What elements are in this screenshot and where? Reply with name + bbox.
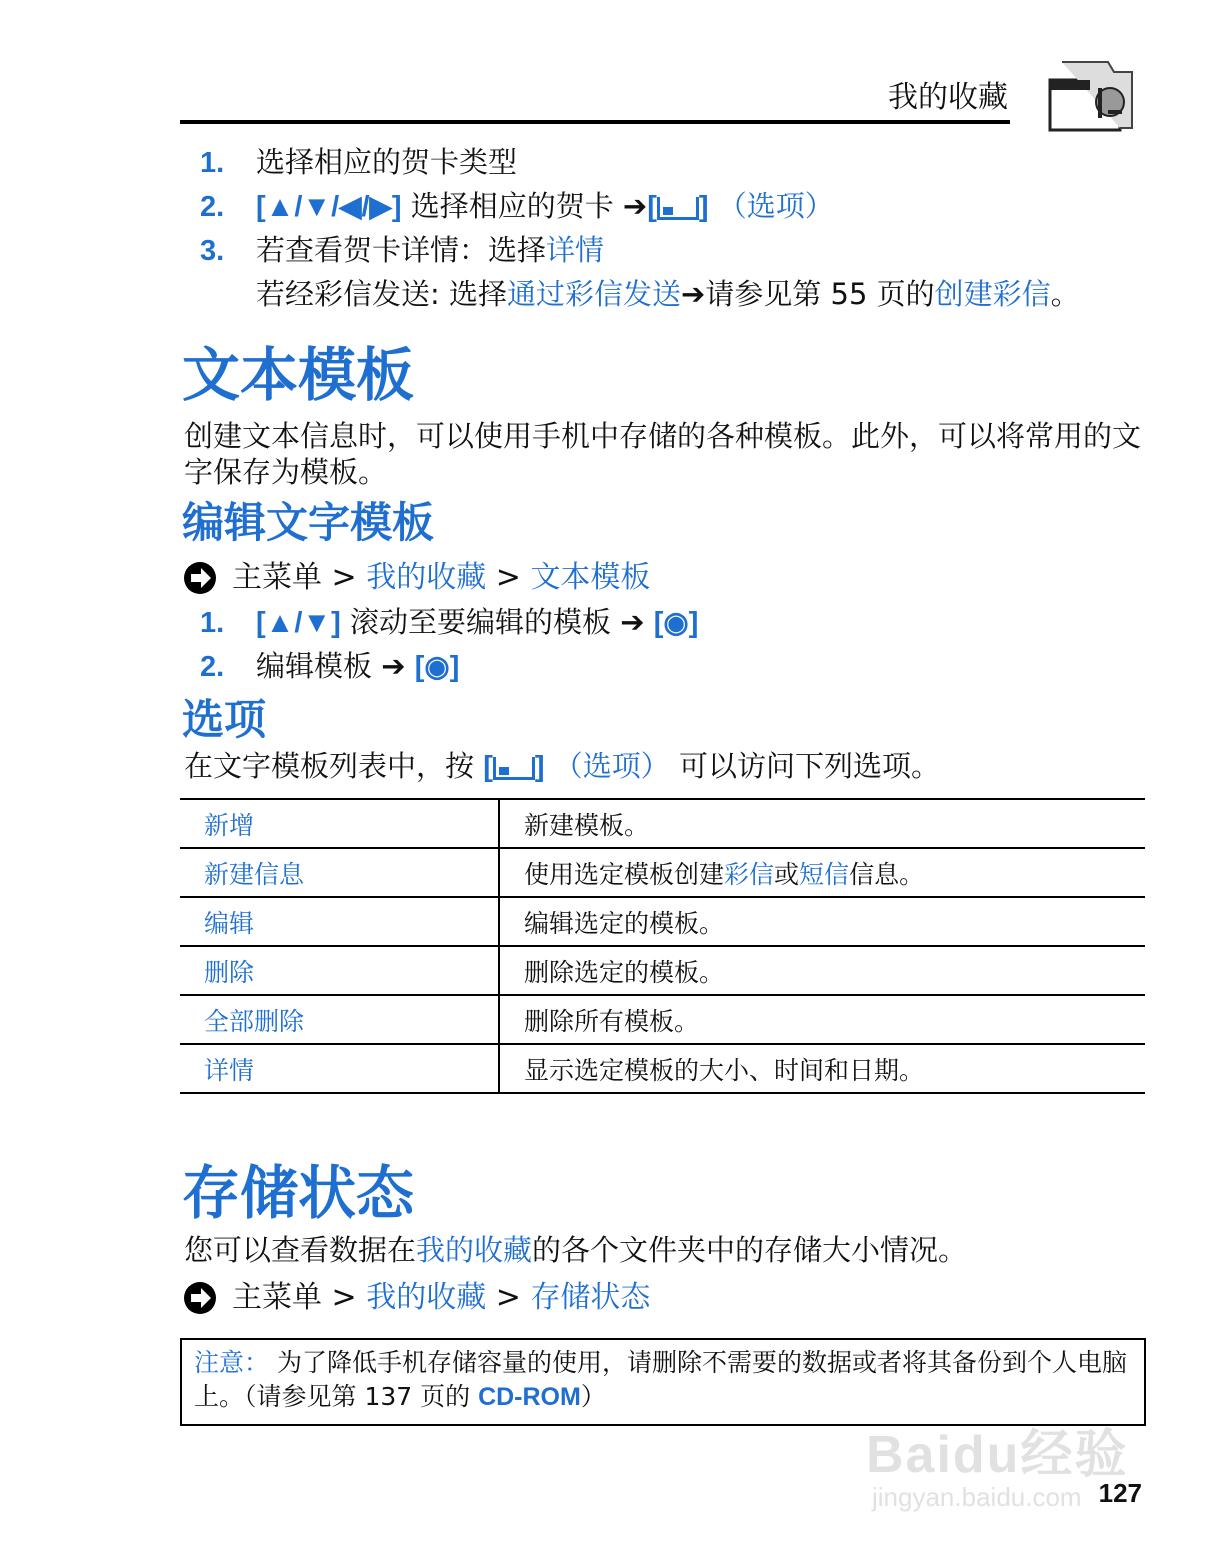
left-softkey-icon (657, 197, 699, 220)
step-number: 2. (200, 191, 225, 223)
note-text: 为了降低手机存储容量的使用，请删除不需要的数据或者将其备份到个人电脑上。（请参见第 137 页的 (194, 1348, 1127, 1411)
running-header-title: 我的收藏 (888, 80, 1008, 115)
sms-link: 短信 (799, 859, 850, 889)
option-desc (499, 848, 1145, 897)
path-sep: > (322, 560, 367, 595)
my-favorites-link: 我的收藏 (416, 1233, 533, 1267)
step-text: 若经彩信发送: 选择 (256, 277, 507, 311)
menu-path (182, 558, 650, 598)
intro-text: 的各个文件夹中的存储大小情况。 (532, 1233, 968, 1267)
send-via-mms-link: 通过彩信发送 (507, 277, 682, 311)
note-text: ） (580, 1382, 606, 1411)
option-desc: 显示选定模板的大小、时间和日期。 (499, 1044, 1145, 1093)
path-root: 主菜单 (232, 560, 322, 595)
section2-intro (184, 1232, 1144, 1268)
section-title-text-templates: 文本模板 (182, 341, 415, 409)
option-name: 详情 (180, 1044, 499, 1093)
table-row (180, 946, 1145, 995)
step-2-select-card (200, 186, 834, 227)
table-row (180, 897, 1145, 946)
confirm-key: [◉] (653, 607, 699, 639)
path-item: 存储状态 (530, 1280, 651, 1315)
desc-text: 信息。 (849, 859, 925, 889)
menu-path (182, 1278, 650, 1318)
option-name: 新增 (180, 799, 499, 848)
path-sep: > (322, 1280, 367, 1315)
section-title-memory-status: 存储状态 (182, 1159, 415, 1227)
path-sep: > (486, 1280, 531, 1315)
path-item: 我的收藏 (366, 1280, 487, 1315)
step-text: 选择相应的贺卡类型 (256, 145, 518, 179)
table-row (180, 995, 1145, 1044)
softkey-bracket-open: [ (483, 751, 493, 783)
left-softkey-icon (493, 757, 535, 780)
step-number: 1. (200, 607, 225, 639)
path-item: 文本模板 (530, 560, 651, 595)
folder-music-icon (1048, 58, 1134, 134)
header-rule (180, 120, 1010, 124)
arrow-right-circle-icon (182, 1280, 218, 1316)
step-number: 2. (200, 651, 225, 683)
option-label: （选项） (544, 749, 670, 783)
watermark-url: jingyan.baidu.com (872, 1482, 1082, 1512)
subsection-title-edit-templates: 编辑文字模板 (182, 498, 435, 547)
option-desc: 删除选定的模板。 (499, 946, 1145, 995)
options-table (180, 798, 1145, 1094)
step-text: 若查看贺卡详情：选择 (256, 233, 547, 267)
option-desc: 编辑选定的模板。 (499, 897, 1145, 946)
step-3-card-details (200, 230, 604, 271)
option-label: （选项） (708, 189, 834, 223)
options-intro (184, 748, 1144, 785)
cd-rom-link: CD-ROM (478, 1383, 581, 1411)
step-text: 。 (1050, 277, 1080, 311)
nav-keys: [▲/▼/◀/▶] (256, 191, 402, 223)
desc-text: 使用选定模板创建 (524, 859, 725, 889)
intro-text: 可以访问下列选项。 (669, 749, 940, 783)
path-root: 主菜单 (232, 1280, 322, 1315)
nav-keys: [▲/▼] (256, 607, 341, 639)
table-row (180, 1044, 1145, 1093)
edit-step-1 (200, 602, 698, 643)
step-text: 滚动至要编辑的模板 ➔ (340, 605, 654, 639)
step-text: 编辑模板 ➔ (256, 649, 415, 683)
option-name: 编辑 (180, 897, 499, 946)
desc-text: 或 (774, 859, 800, 889)
arrow-right-circle-icon (182, 560, 218, 596)
edit-step-2 (200, 646, 459, 687)
step-text: ➔请参见第 55 页的 (681, 277, 935, 311)
watermark-logo: Baidu经验 (866, 1426, 1129, 1484)
note-label: 注意： (194, 1348, 270, 1377)
step-3-continuation (256, 274, 1080, 314)
table-row (180, 848, 1145, 897)
subsection-title-options: 选项 (182, 695, 267, 744)
section-intro: 创建文本信息时，可以使用手机中存储的各种模板。此外，可以将常用的文字保存为模板。 (184, 419, 1142, 489)
intro-text: 您可以查看数据在 (184, 1233, 417, 1267)
option-desc: 新建模板。 (499, 799, 1145, 848)
step-number: 1. (200, 147, 225, 179)
path-item: 我的收藏 (366, 560, 487, 595)
step-text: 选择相应的贺卡 ➔ (401, 189, 648, 223)
option-name: 全部删除 (180, 995, 499, 1044)
option-desc: 删除所有模板。 (499, 995, 1145, 1044)
mms-link: 彩信 (724, 859, 775, 889)
details-link: 详情 (546, 233, 605, 267)
softkey-bracket-close: ] (534, 751, 545, 783)
path-sep: > (486, 560, 531, 595)
softkey-bracket-close: ] (698, 191, 709, 223)
step-1-select-card-type (200, 142, 517, 183)
softkey-bracket-open: [ (647, 191, 657, 223)
table-row (180, 799, 1145, 848)
step-number: 3. (200, 235, 225, 267)
intro-text: 在文字模板列表中，按 (184, 749, 484, 783)
option-name: 删除 (180, 946, 499, 995)
option-name: 新建信息 (180, 848, 499, 897)
page-number: 127 (1098, 1478, 1142, 1508)
confirm-key: [◉] (414, 651, 460, 683)
create-mms-link: 创建彩信 (934, 277, 1051, 311)
